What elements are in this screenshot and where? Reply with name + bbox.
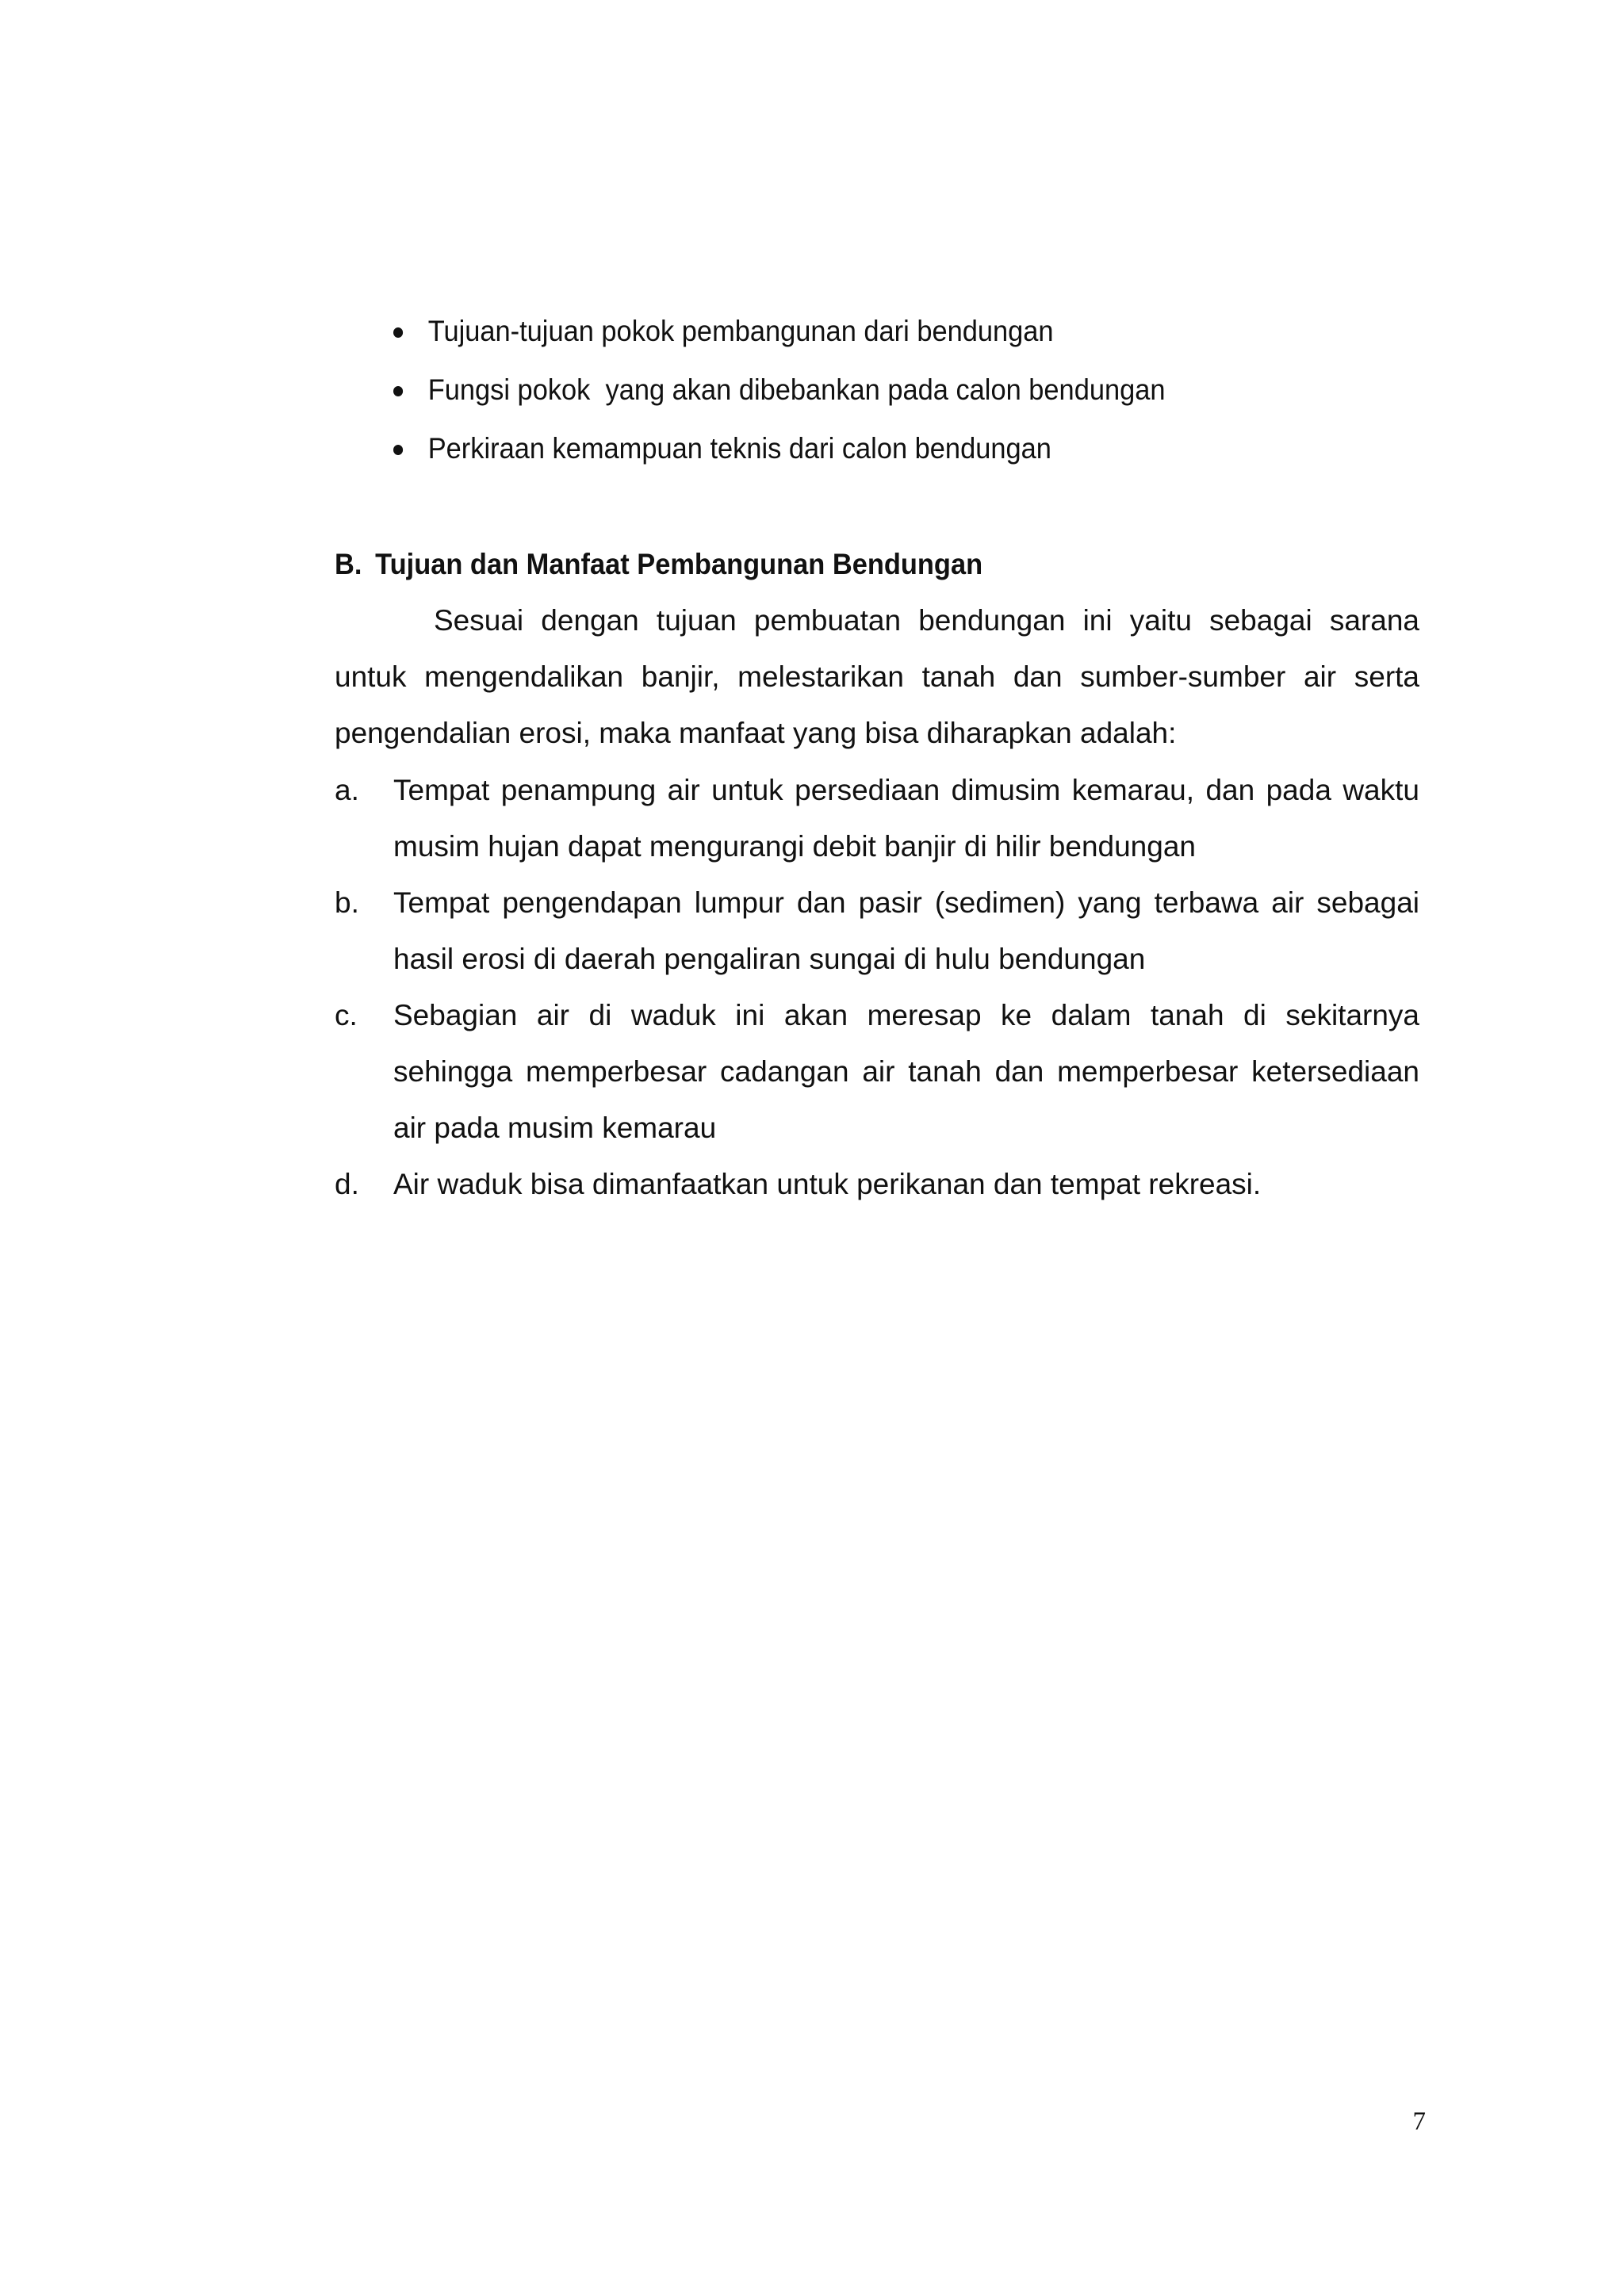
- section-heading: [335, 536, 1367, 592]
- list-item: [335, 874, 1419, 987]
- benefit-list: [335, 762, 1419, 1212]
- bullet-text: Tujuan-tujuan pokok pembangunan dari bendungan: [427, 315, 1054, 347]
- list-item-text: Sebagian air di waduk ini akan meresap ke dalam tanah di sekitarnya sehingga memperbesar cadangan air tanah dan memperbesar ketersediaan air pada musim kemarau: [393, 999, 1419, 1144]
- list-item: [335, 987, 1419, 1156]
- list-item-letter: a.: [335, 774, 359, 806]
- bullet-list: [393, 303, 1352, 479]
- bullet-item: [393, 420, 1352, 479]
- list-item: [335, 1156, 1419, 1212]
- intro-paragraph: Sesuai dengan tujuan pembuatan bendungan ini yaitu sebagai sarana untuk mengendalikan banjir, melestarikan tanah dan sumber-sumber air serta pengendalian erosi, maka manfaat yang bisa diharapkan adalah:: [335, 604, 1419, 749]
- section-label: B.: [335, 548, 362, 580]
- bullet-item: [393, 362, 1352, 420]
- list-item-text: Tempat pengendapan lumpur dan pasir (sedimen) yang terbawa air sebagai hasil erosi di daerah pengaliran sungai di hulu bendungan: [393, 886, 1419, 975]
- list-item-letter: d.: [335, 1168, 359, 1200]
- list-item-text: Tempat penampung air untuk persediaan dimusim kemarau, dan pada waktu musim hujan dapat mengurangi debit banjir di hilir bendungan: [393, 774, 1419, 863]
- list-item-letter: c.: [335, 999, 358, 1031]
- section-title: Tujuan dan Manfaat Pembangunan Bendungan: [375, 548, 983, 580]
- list-item-text: Air waduk bisa dimanfaatkan untuk perikanan dan tempat rekreasi.: [393, 1168, 1262, 1200]
- bullet-text: Perkiraan kemampuan teknis dari calon bendungan: [427, 432, 1051, 465]
- bullet-dot-icon: [393, 386, 403, 396]
- list-item-letter: b.: [335, 886, 359, 919]
- list-item: [335, 762, 1419, 874]
- bullet-text: Fungsi pokok yang akan dibebankan pada calon bendungan: [427, 373, 1166, 406]
- bullet-dot-icon: [393, 445, 403, 455]
- bullet-item: [393, 303, 1352, 362]
- page-number: 7: [1412, 2107, 1426, 2136]
- bullet-dot-icon: [393, 327, 403, 338]
